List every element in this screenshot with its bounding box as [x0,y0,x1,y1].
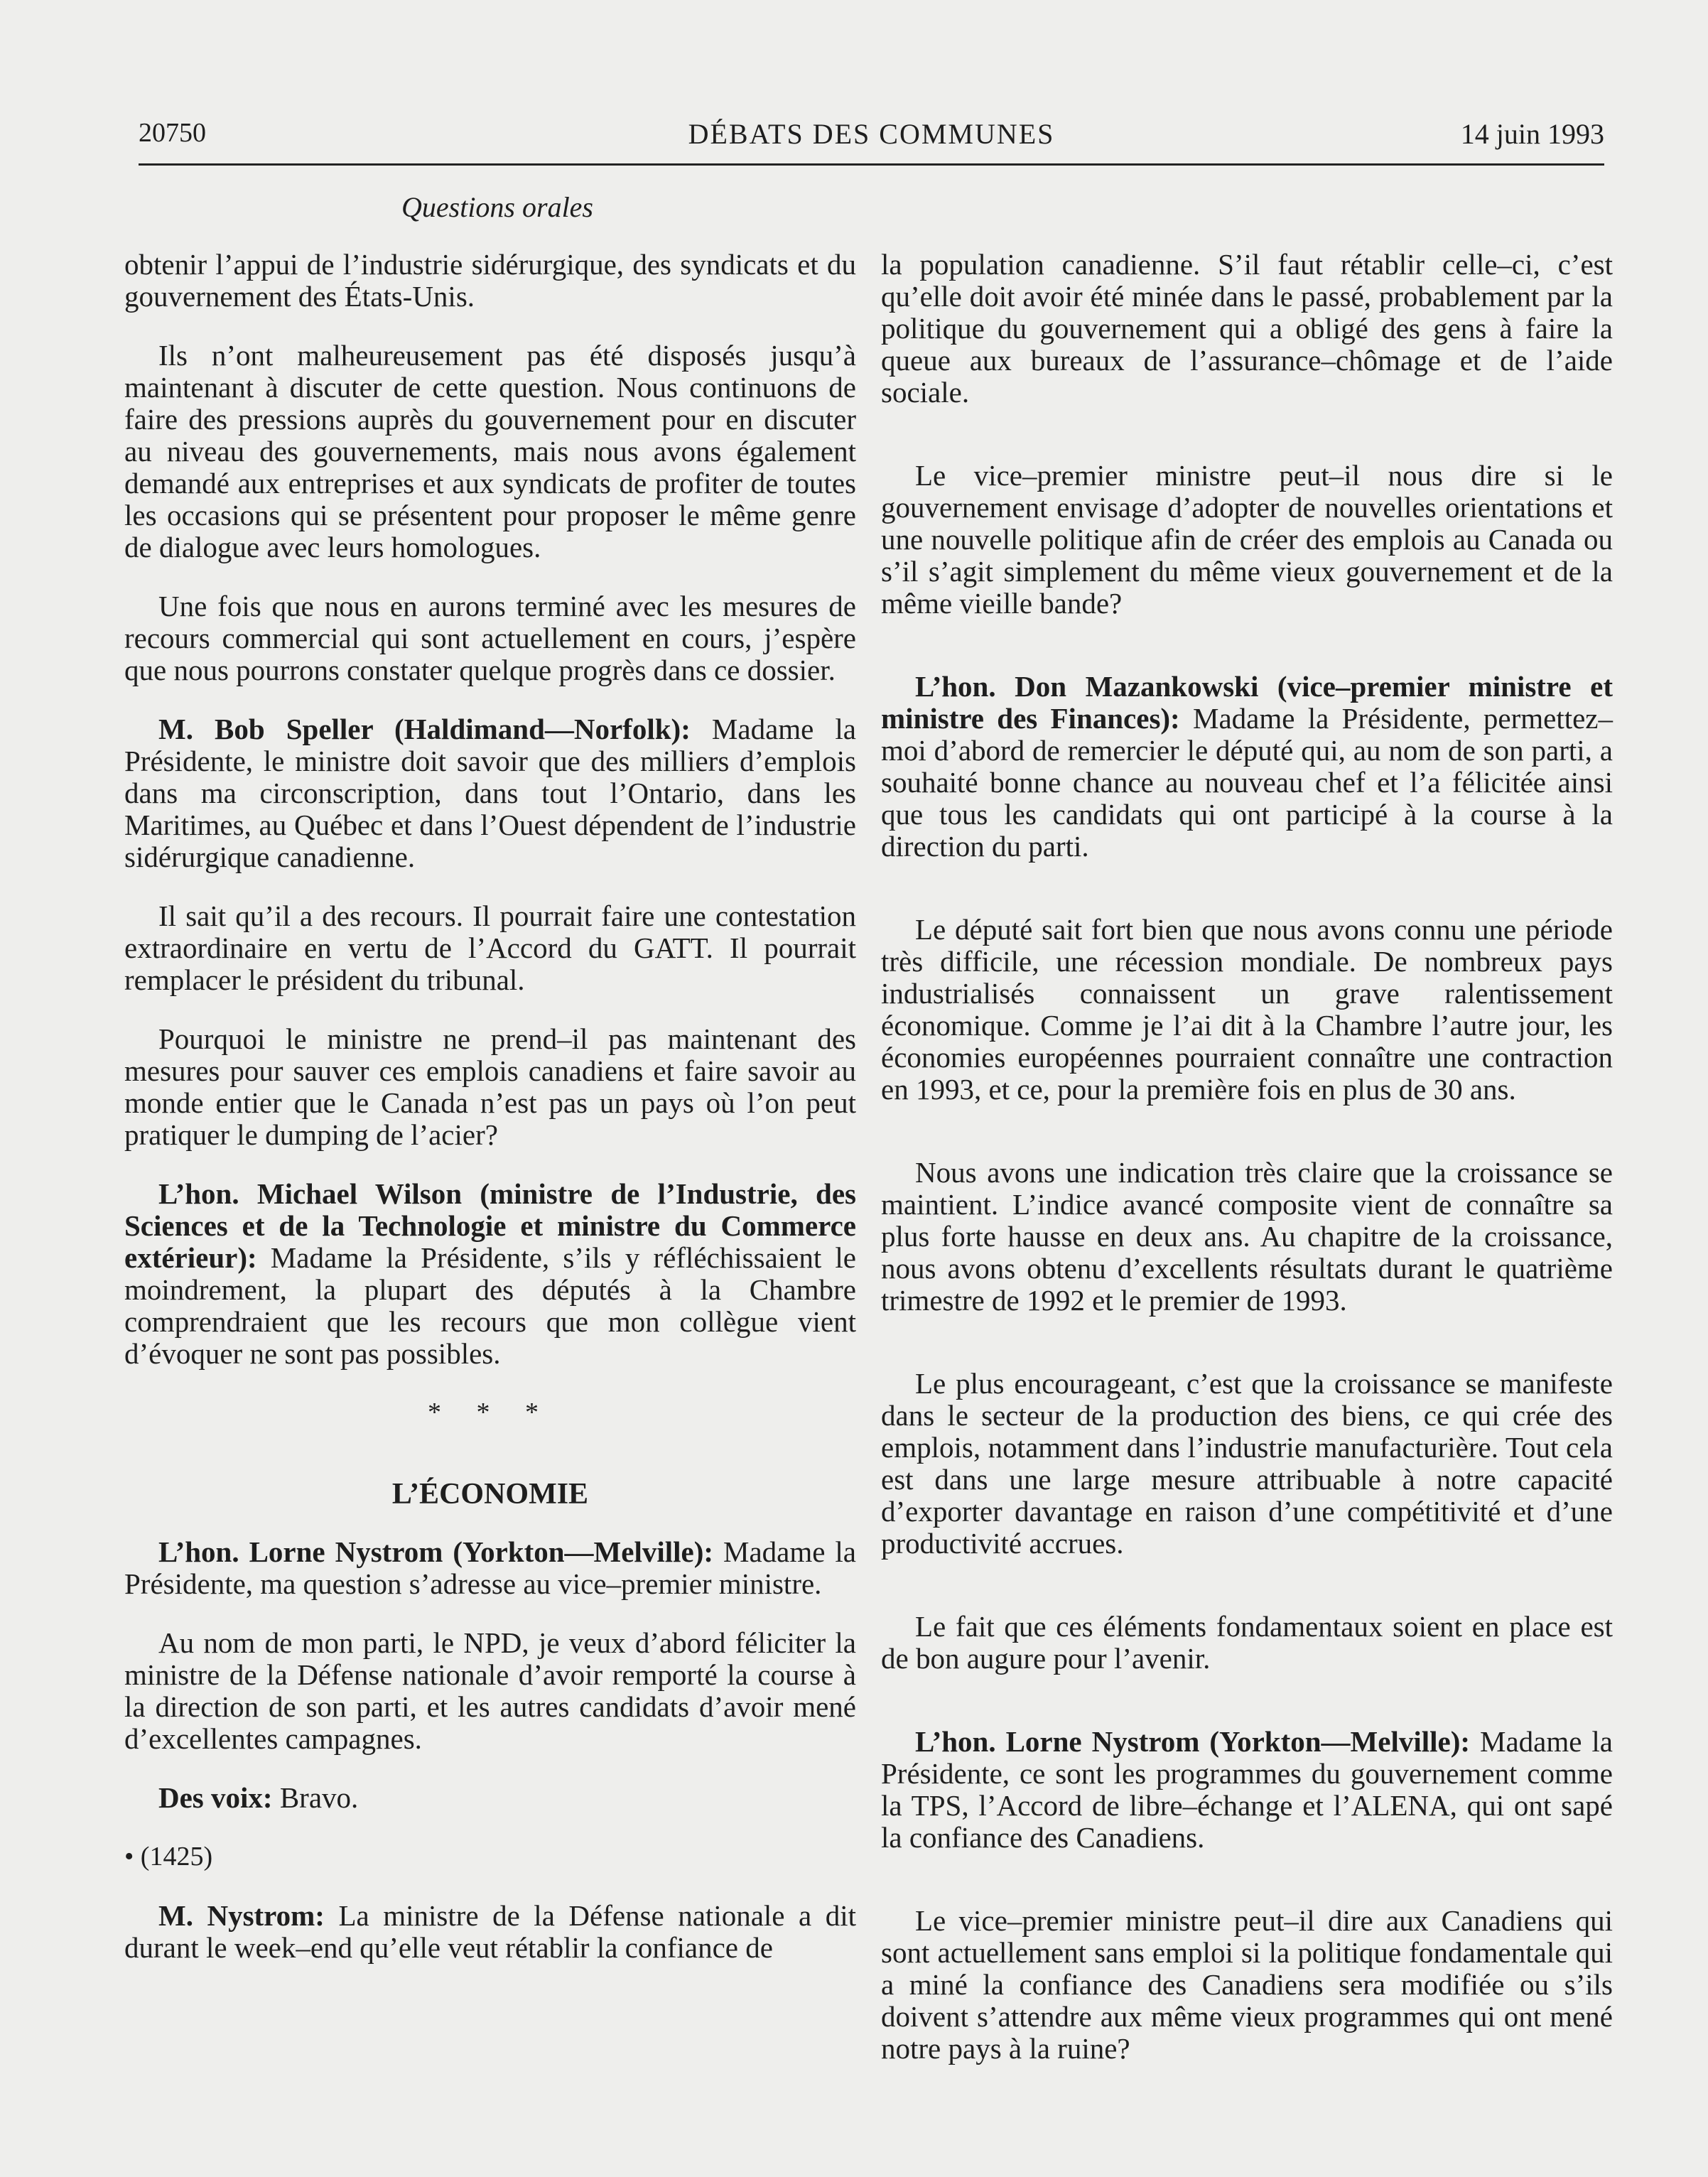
speech-text: Madame la Présidente, le ministre doit savoir que des milliers d’emplois dans ma circonscription, dans tout l’Ontario, dans les Maritimes, au Québec et dans l’Ouest dépendent de l’industrie sidérurgique canadienne. [124,713,857,873]
page-header [139,117,1604,160]
speaker-name: L’hon. Michael Wilson (ministre de l’Industrie, des Sciences et de la Technologie et ministre du Commerce extérieur): [124,1177,856,1274]
speech-paragraph [124,713,856,873]
section-separator: * * * [428,1398,553,1427]
paragraph: Au nom de mon parti, le NPD, je veux d’abord féliciter la ministre de la Défense nationale d’avoir remporté la course à la direction de son parti, et les autres candidats d’avoir mené d’excellentes campagnes. [124,1626,856,1755]
paragraph: Le vice–premier ministre peut–il nous dire si le gouvernement envisage d’adopter de nouvelles orientations et une nouvelle politique afin de créer des emplois au Canada ou s’il s’agit simplement du même vieux gouvernement et de la même vieille bande? [881,459,1613,620]
speech-paragraph [881,671,1613,863]
speech-paragraph [124,1900,856,1964]
speaker-name: M. Nystrom: [158,1899,325,1932]
speaker-name: L’hon. Lorne Nystrom (Yorkton—Melville): [915,1725,1471,1758]
page-date: 14 juin 1993 [1460,118,1604,150]
paragraph: Pourquoi le ministre ne prend–il pas maintenant des mesures pour sauver ces emplois canadiens et faire savoir au monde entier que le Canada n’est pas un pays où l’on peut pratiquer le dumping de l’acier? [124,1022,856,1151]
speaker-name: Des voix: [158,1781,273,1814]
right-column [881,249,1613,2092]
speech-text: Bravo. [272,1781,359,1814]
speaker-name: L’hon. Lorne Nystrom (Yorkton—Melville): [158,1535,714,1568]
paragraph: Il sait qu’il a des recours. Il pourrait faire une contestation extraordinaire en vertu de l’Accord du GATT. Il pourrait remplacer le président du tribunal. [124,900,856,996]
timestamp: • (1425) [124,1842,213,1871]
speaker-name: M. Bob Speller (Haldimand—Norfolk): [158,713,691,745]
header-rule [139,163,1604,166]
paragraph: la population canadienne. S’il faut rétablir celle–ci, c’est qu’elle doit avoir été minée dans le passé, probablement par la politique du gouvernement qui a obligé des gens à faire la queue aux bureaux de l’assurance–chômage et de l’aide sociale. [881,248,1613,409]
speaker-name: L’hon. Don Mazankowski (vice–premier ministre et ministre des Finances): [881,670,1613,735]
section-label: Questions orales [401,191,593,223]
paragraph: obtenir l’appui de l’industrie sidérurgique, des syndicats et du gouvernement des États-Unis. [124,248,856,313]
paragraph: Le vice–premier ministre peut–il dire aux Canadiens qui sont actuellement sans emploi si la politique fondamentale qui a miné la confiance des Canadiens sera modifiée ou s’ils doivent s’attendre aux même vieux programmes qui ont mené notre pays à la ruine? [881,1904,1613,2065]
speech-text: Madame la Présidente, permettez–moi d’abord de remercier le député qui, au nom de son parti, a souhaité bonne chance au nouveau chef et l’a félicitée ainsi que tous les candidats qui ont participé à la course à la direction du parti. [881,702,1614,863]
speech-text: Madame la Présidente, ce sont les programmes du gouvernement comme la TPS, l’Accord de libre–échange et l’ALENA, qui ont sapé la confiance des Canadiens. [881,1725,1614,1854]
publication-title: DÉBATS DES COMMUNES [688,118,1055,150]
paragraph: Nous avons une indication très claire que la croissance se maintient. L’indice avancé composite vient de connaître sa plus forte hausse en deux ans. Au chapitre de la croissance, nous avons obtenu d’excellents résultats durant le quatrième trimestre de 1992 et le premier de 1993. [881,1156,1613,1317]
speech-paragraph [124,1536,856,1600]
paragraph: Le député sait fort bien que nous avons connu une période très difficile, une récession mondiale. De nombreux pays industrialisés connaissent un grave ralentissement économique. Comme je l’ai dit à la Chambre l’autre jour, les économies européennes pourraient connaître une contraction en 1993, et ce, pour la première fois en plus de 30 ans. [881,913,1613,1106]
speech-text: Madame la Présidente, s’ils y réfléchissaient le moindrement, la plupart des députés à la Chambre comprendraient que les recours que mon collègue vient d’évoquer ne sont pas possibles. [124,1241,856,1370]
left-column [124,249,856,1991]
speech-paragraph [124,1178,856,1370]
speech-text: La ministre de la Défense nationale a dit durant le week–end qu’elle veut rétablir la confiance de [124,1899,856,1964]
paragraph: Une fois que nous en aurons terminé avec les mesures de recours commercial qui sont actuellement en cours, j’espère que nous pourrons constater quelque progrès dans ce dossier. [124,590,856,686]
speech-paragraph [124,1782,856,1814]
speech-paragraph [881,1726,1613,1854]
paragraph: Ils n’ont malheureusement pas été disposés jusqu’à maintenant à discuter de cette question. Nous continuons de faire des pressions auprès du gouvernement pour en discuter au niveau des gouvernements, mais nous avons également demandé aux entreprises et aux syndicats de profiter de toutes les occasions qui se présentent pour proposer le même genre de dialogue avec leurs homologues. [124,339,856,563]
speech-text: Madame la Présidente, ma question s’adresse au vice–premier ministre. [124,1535,857,1600]
paragraph: Le plus encourageant, c’est que la croissance se manifeste dans le secteur de la production des biens, ce qui crée des emplois, notamment dans l’industrie manufacturière. Tout cela est dans une large mesure attribuable à notre capacité d’exporter davantage en raison d’une compétitivité et d’une productivité accrues. [881,1367,1613,1560]
section-heading: L’ÉCONOMIE [391,1478,589,1511]
paragraph: Le fait que ces éléments fondamentaux soient en place est de bon augure pour l’avenir. [881,1610,1613,1675]
page-number: 20750 [139,118,206,148]
